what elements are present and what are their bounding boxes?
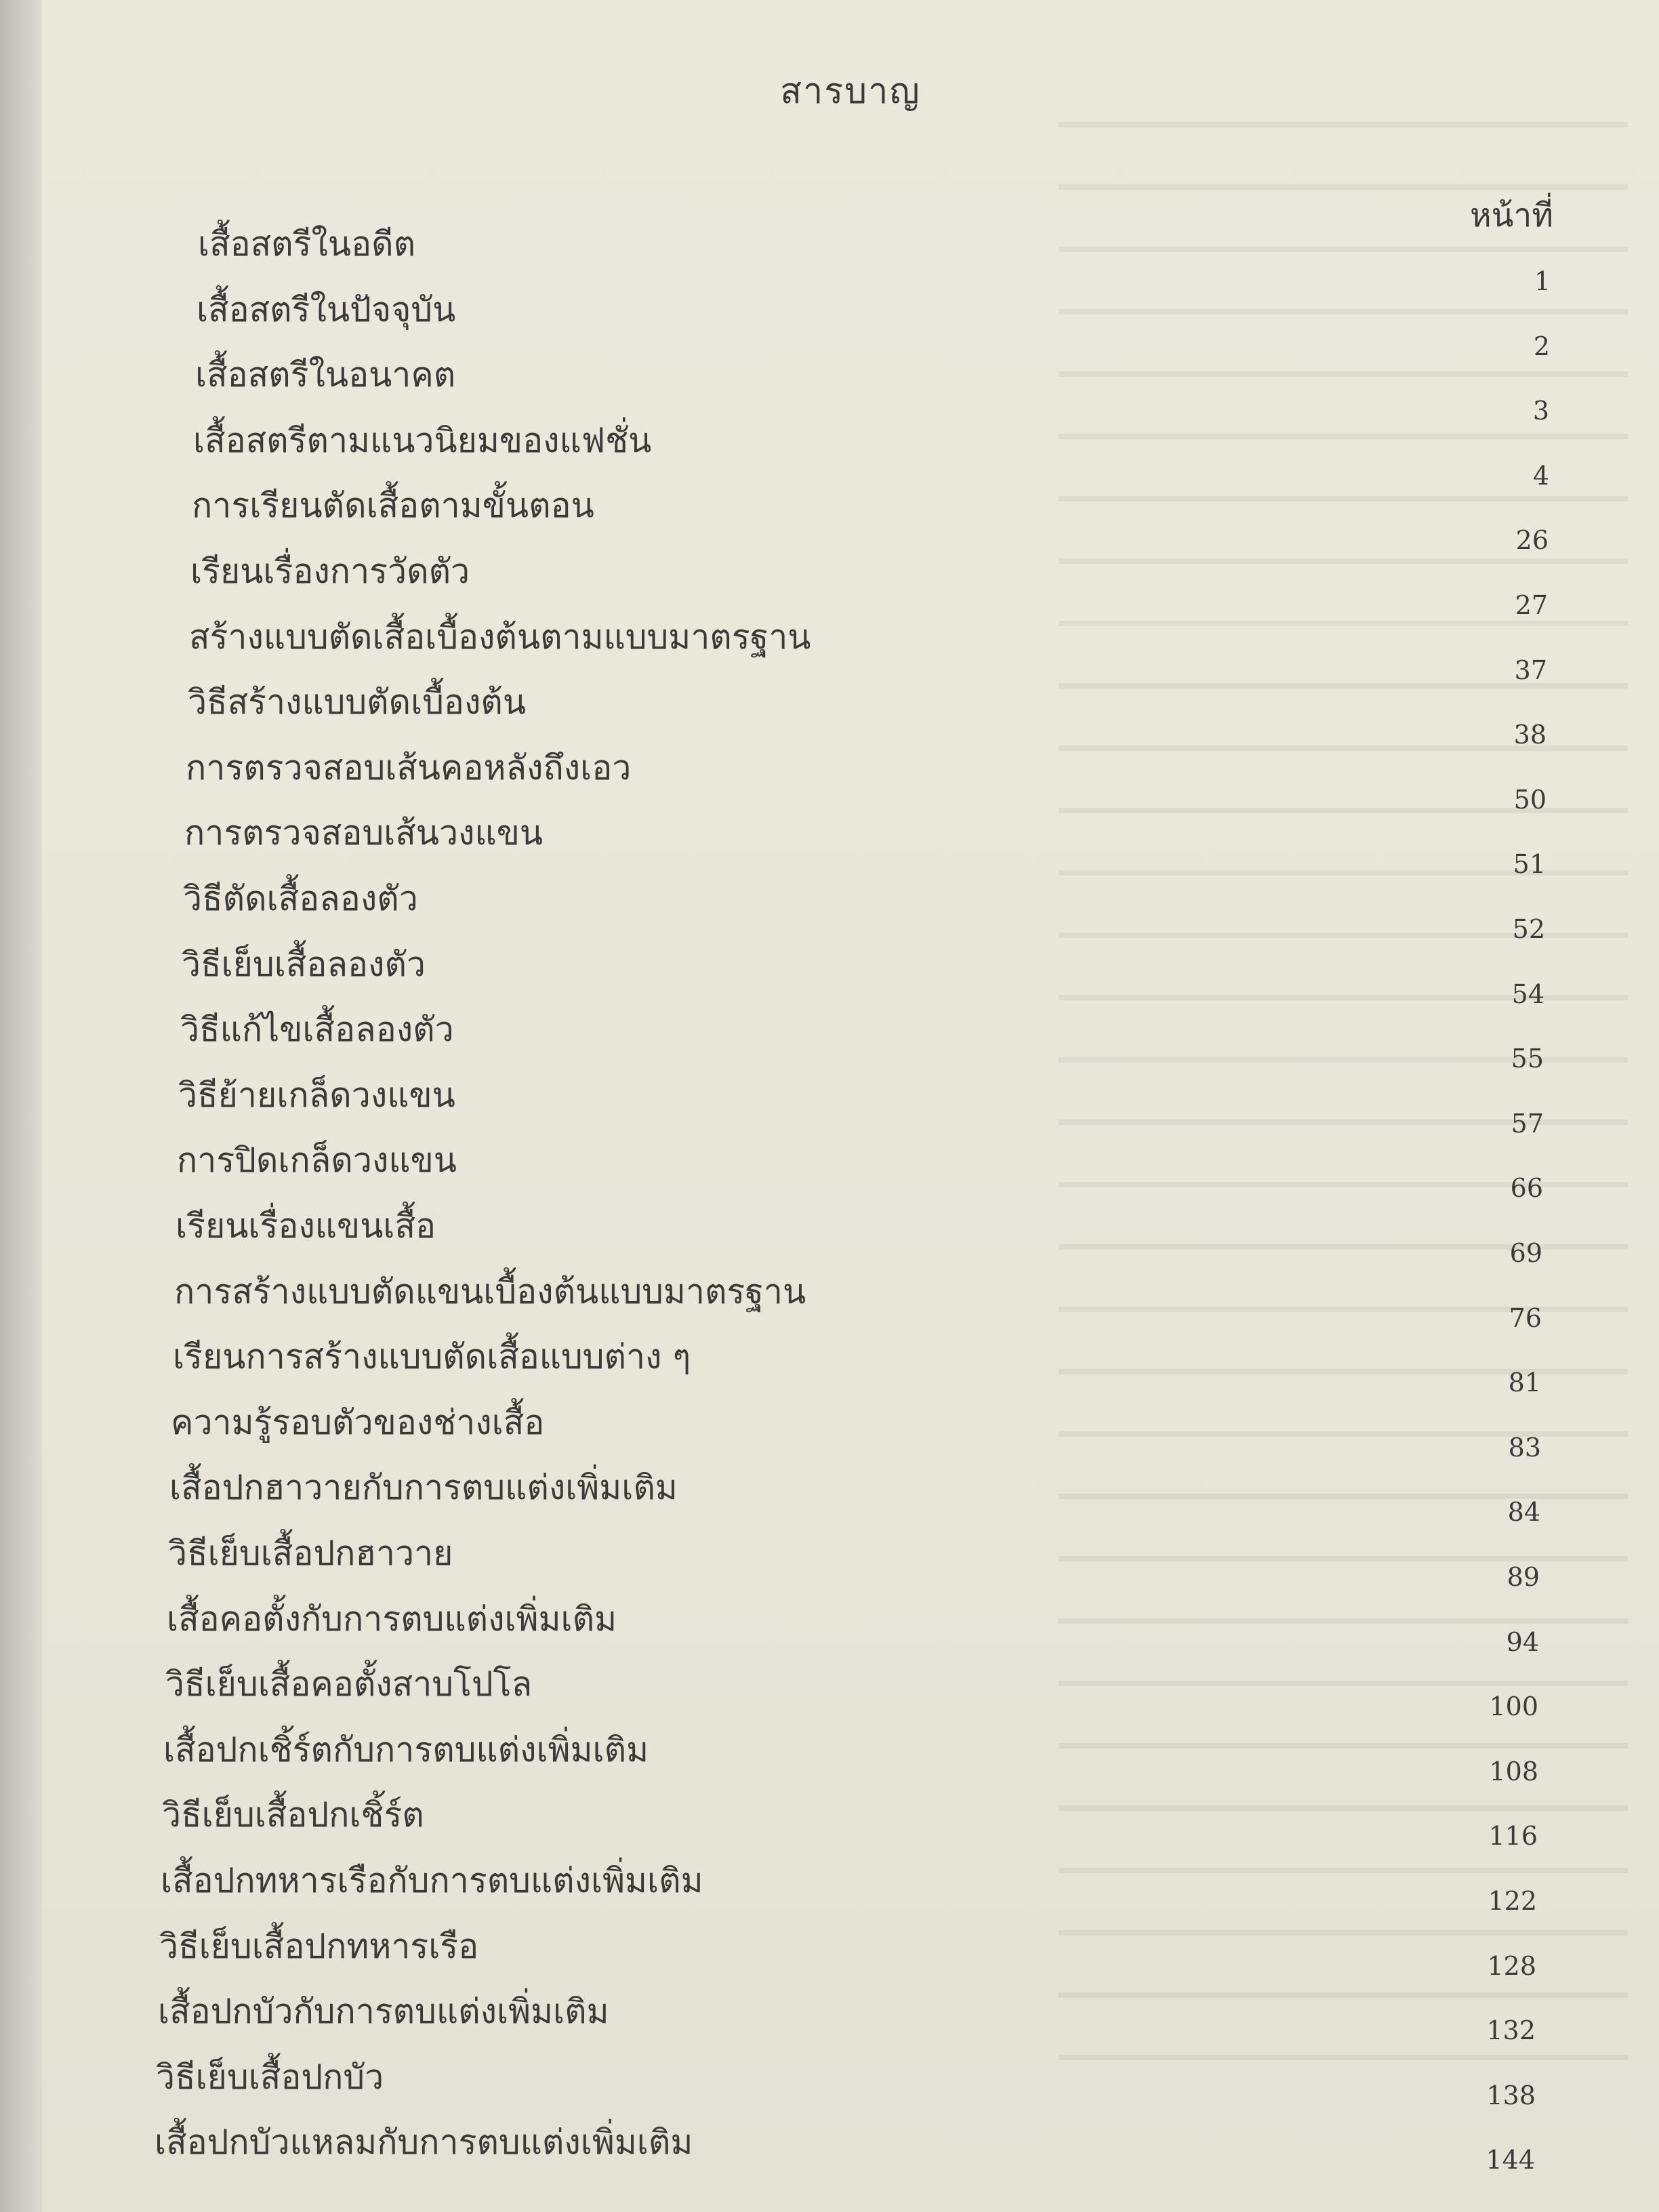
toc-entry-page-number: 3: [1532, 396, 1549, 426]
toc-entry-page-number: 122: [1488, 1886, 1537, 1916]
toc-entry-title: วิธีเย็บเสื้อปกบัว: [156, 2057, 384, 2097]
toc-entry-title: ความรู้รอบตัวของช่างเสื้อ: [171, 1403, 545, 1442]
page-title: สารบาญ: [780, 71, 921, 112]
toc-entry-title: การตรวจสอบเส้นคอหลังถึงเอว: [186, 748, 632, 787]
toc-entry-title: วิธีเย็บเสื้อลองตัว: [182, 945, 426, 984]
toc-entry-page-number: 76: [1509, 1303, 1542, 1333]
page-column-header: หน้าที่: [1469, 197, 1553, 234]
toc-entry-title: เรียนเรื่องการวัดตัว: [190, 552, 470, 591]
toc-entry-title: เสื้อปกฮาวายกับการตบแต่งเพิ่มเติม: [169, 1468, 678, 1507]
page-edge-shadow: [0, 0, 42, 2212]
toc-entry-page-number: 50: [1513, 785, 1547, 815]
toc-entry-page-number: 51: [1513, 849, 1546, 879]
toc-entry-page-number: 128: [1487, 1951, 1536, 1981]
toc-entry-page-number: 66: [1510, 1173, 1543, 1203]
toc-entry-page-number: 100: [1489, 1692, 1538, 1721]
toc-entry-title: วิธีเย็บเสื้อคอตั้งสาบโปโล: [165, 1664, 533, 1704]
toc-entry-title: เสื้อปกเชิ้ร์ตกับการตบแต่งเพิ่มเติม: [163, 1730, 649, 1769]
toc-entry-title: เรียนเรื่องแขนเสื้อ: [176, 1206, 436, 1246]
toc-entry-page-number: 27: [1515, 590, 1548, 620]
toc-entry-title: วิธีเย็บเสื้อปกฮาวาย: [168, 1534, 453, 1573]
toc-entry-title: เสื้อสตรีในอดีต: [198, 224, 416, 264]
toc-entry-page-number: 83: [1508, 1433, 1541, 1462]
toc-entry-page-number: 4: [1532, 461, 1549, 491]
toc-entry-title: เสื้อปกทหารเรือกับการตบแต่งเพิ่มเติม: [161, 1861, 703, 1900]
toc-entry-page-number: 54: [1511, 979, 1544, 1009]
book-page: [42, 0, 1659, 2212]
toc-entry-page-number: 108: [1489, 1757, 1538, 1786]
toc-entry-title: เสื้อคอตั้งกับการตบแต่งเพิ่มเติม: [167, 1599, 617, 1639]
toc-entry-title: เสื้อปกบัวกับการตบแต่งเพิ่มเติม: [158, 1992, 609, 2031]
toc-entry-page-number: 138: [1486, 2081, 1536, 2110]
toc-entry-page-number: 38: [1513, 720, 1547, 750]
toc-entry-page-number: 37: [1514, 655, 1547, 685]
toc-entry-title: เสื้อสตรีในปัจจุบัน: [197, 290, 456, 329]
toc-entry-page-number: 2: [1533, 331, 1550, 361]
toc-entry-title: การปิดเกล็ดวงแขน: [177, 1141, 457, 1180]
toc-entry-title: วิธีแก้ไขเสื้อลองตัว: [180, 1010, 454, 1049]
toc-entry-page-number: 144: [1486, 2145, 1535, 2175]
toc-entry-title: วิธีเย็บเสื้อปกทหารเรือ: [159, 1927, 479, 1966]
toc-entry-page-number: 116: [1488, 1821, 1538, 1851]
toc-entry-page-number: 26: [1515, 525, 1549, 555]
toc-entry-title: การเรียนตัดเสื้อตามขั้นตอน: [192, 486, 594, 525]
toc-entry-page-number: 81: [1508, 1368, 1541, 1397]
toc-entry-title: วิธีสร้างแบบตัดเบื้องต้น: [188, 682, 527, 722]
toc-entry-title: เสื้อสตรีในอนาคต: [195, 355, 456, 394]
toc-entry-title: การสร้างแบบตัดแขนเบื้องต้นแบบมาตรฐาน: [174, 1272, 806, 1311]
toc-entry-page-number: 57: [1511, 1109, 1544, 1139]
toc-entry-page-number: 69: [1509, 1238, 1542, 1268]
toc-entry-title: เรียนการสร้างแบบตัดเสื้อแบบต่าง ๆ: [173, 1337, 691, 1376]
toc-entry-page-number: 132: [1486, 2015, 1536, 2045]
toc-entry-page-number: 94: [1506, 1627, 1539, 1657]
toc-entry-page-number: 52: [1512, 914, 1545, 944]
toc-entry-title: การตรวจสอบเส้นวงแขน: [184, 813, 544, 853]
toc-entry-title: เสื้อสตรีตามแนวนิยมของแฟชั่น: [193, 421, 652, 460]
toc-entry-title: เสื้อปกบัวแหลมกับการตบแต่งเพิ่มเติม: [155, 2123, 693, 2162]
toc-entry-page-number: 55: [1511, 1044, 1544, 1073]
toc-entry-title: สร้างแบบตัดเสื้อเบื้องต้นตามแบบมาตรฐาน: [189, 617, 811, 657]
table-of-contents: [42, 0, 1659, 2212]
toc-entry-page-number: 84: [1507, 1497, 1540, 1527]
toc-entry-title: วิธีตัดเสื้อลองตัว: [183, 879, 418, 918]
toc-entry-title: วิธีเย็บเสื้อปกเชิ้ร์ต: [162, 1795, 424, 1835]
toc-entry-title: วิธีย้ายเกล็ดวงแขน: [178, 1076, 455, 1115]
toc-entry-page-number: 89: [1507, 1562, 1540, 1592]
toc-entry-page-number: 1: [1534, 266, 1551, 296]
